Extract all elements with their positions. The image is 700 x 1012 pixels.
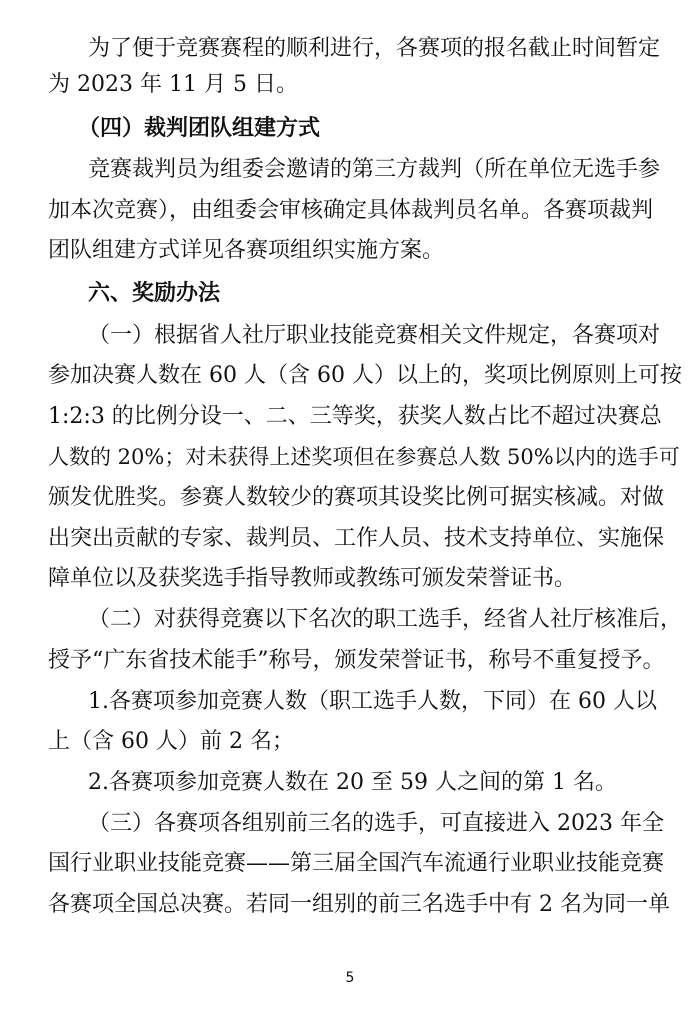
paragraph-line: 竞赛裁判员为组委会邀请的第三方裁判（所在单位无选手参: [88, 157, 661, 182]
paragraph-line: 障单位以及获奖选手指导教师或教练可颁发荣誉证书。: [48, 566, 577, 591]
paragraph-line: 人数的 20%；对未获得上述奖项但在参赛总人数 50%以内的选手可: [48, 445, 680, 469]
paragraph-line: 参加决赛人数在 60 人（含 60 人）以上的，奖项比例原则上可按: [48, 363, 682, 388]
section-heading: 六、奖励办法: [88, 281, 221, 306]
paragraph-line: 各赛项全国总决赛。若同一组别的前三名选手中有 2 名为同一单: [48, 892, 670, 917]
paragraph-line: 加本次竞赛），由组委会审核确定具体裁判员名单。各赛项裁判: [48, 198, 654, 223]
paragraph-line: （一）根据省人社厅职业技能竞赛相关文件规定，各赛项对: [88, 323, 661, 348]
paragraph-line: 出突出贡献的专家、裁判员、工作人员、技术支持单位、实施保: [48, 526, 665, 551]
paragraph-line: （三）各赛项各组别前三名的选手，可直接进入 2023 年全: [88, 811, 664, 836]
section-heading: （四）裁判团队组建方式: [78, 116, 321, 141]
paragraph-line: 授予“广东省技术能手”称号，颁发荣誉证书，称号不重复授予。: [48, 648, 665, 673]
paragraph-line: （二）对获得竞赛以下名次的职工选手，经省人社厅核准后，: [88, 607, 683, 632]
paragraph-line: 颁发优胜奖。参赛人数较少的赛项其设奖比例可据实核减。对做: [48, 485, 665, 510]
page-number: 5: [345, 970, 355, 986]
list-item: 上（含 60 人）前 2 名；: [48, 729, 294, 754]
paragraph-line: 为 2023 年 11 月 5 日。: [48, 72, 298, 97]
list-item: 2.各赛项参加竞赛人数在 20 至 59 人之间的第 1 名。: [88, 770, 617, 795]
list-item: 1.各赛项参加竞赛人数（职工选手人数，下同）在 60 人以: [88, 689, 657, 714]
paragraph-line: 1:2:3 的比例分设一、二、三等奖，获奖人数占比不超过决赛总: [48, 404, 662, 429]
paragraph-line: 团队组建方式详见各赛项组织实施方案。: [48, 238, 445, 263]
paragraph-line: 为了便于竞赛赛程的顺利进行，各赛项的报名截止时间暂定: [88, 36, 661, 61]
paragraph-line: 国行业职业技能竞赛——第三届全国汽车流通行业职业技能竞赛: [48, 851, 665, 876]
